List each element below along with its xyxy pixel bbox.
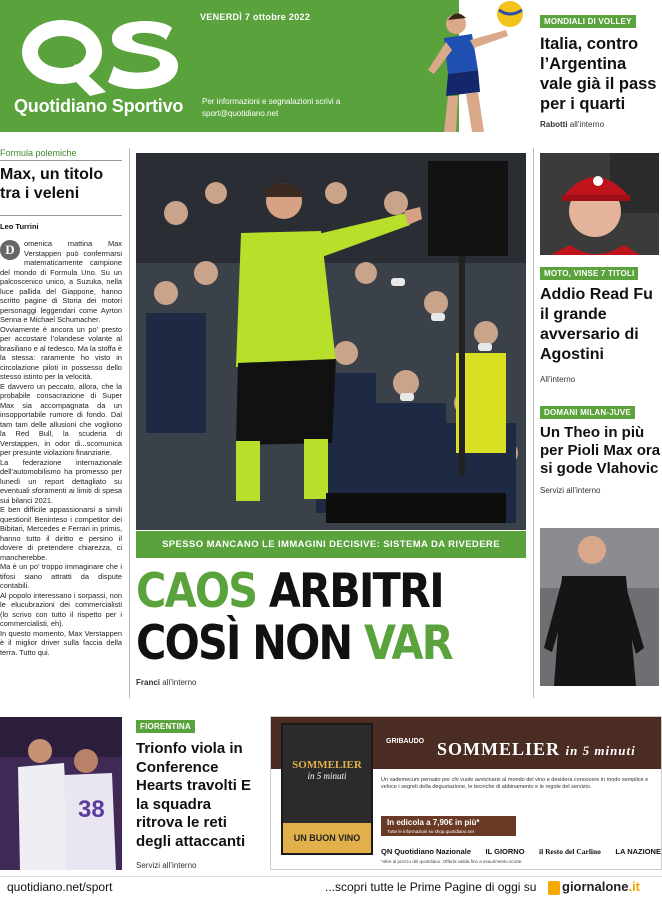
column-divider <box>129 148 130 698</box>
fiorentina-tag: FIORENTINA <box>136 720 195 733</box>
headline-word-black: COSÌ NON <box>136 616 352 671</box>
ad-title-suffix: in 5 minuti <box>565 743 636 758</box>
milan-juve-inside-note: Servizi all’interno <box>540 486 601 495</box>
left-story-text: omenica mattina Max Verstappen può confermarsi matematicamente campione del mondo di Formula Uno. Su un palcoscenico unico, a Suzuka, nella luce pallida del Giappone, hanno scritto pagine di Storia dei motori personaggi leggendari come Ayrton Senna e Michael Schumacher. Ovviamente è ancora un po’ presto per accostare l’olandese volante al brasiliano e al tedesco. Ma la stoffa è la stessa: raramente ho visto in circolazione piloti in possesso dello stesso istinto per la velocità. E davvero un peccato, allora, che la probabile consacrazione di Super Max sia accompagnata da un insopportabile rumore di fondo. Dal tam tam delle allusioni che vogliono la Red Bull, la scuderia di Verstappen, in odor di...scomunica per presunte violazioni finanziarie. La federazione internazionale dell’automobilismo ha promesso per lunedì un report dettagliato su eventuali sforamenti ai limiti di spesa sui bilanci 2021. E ben difficile appassionarsi a simili questioni! Beninteso i competitor dei Bibitari, Mercedes e Ferrari in primis, hanno tutto il diritto e persino il dovere di pretendere chiarezza, ci mancherebbe. Ma è un po’ troppo immaginare che i tifosi siano attratti da dispute contabili. Al popolo interessano i sorpassi, non le elucubrazioni dei commercialisti (lo scrivo con tutto il rispetto per i commercialisti, eh). In questo momento, Max Verstappen è il miglior driver sulla faccia della terra. Tutto qui. <box>0 239 122 657</box>
phil-read-photo <box>540 153 659 255</box>
fiorentina-story[interactable] <box>136 716 260 870</box>
logo-resto-del-carlino: il Resto del Carlino <box>539 847 601 856</box>
footer-promo-text: ...scopri tutte le Prime Pagine di oggi su <box>325 880 537 894</box>
milan-juve-tag: DOMANI MILAN-JUVE <box>540 406 635 419</box>
qs-logo <box>14 12 184 98</box>
ad-price: In edicola a 7,90€ in più* <box>387 818 480 827</box>
ad-price-box <box>381 816 516 836</box>
contact-info <box>202 96 362 120</box>
main-story-banner: SPESSO MANCANO LE IMMAGINI DECISIVE: SISTEMA DA RIVEDERE <box>136 531 526 558</box>
main-headline[interactable] <box>136 566 479 670</box>
volley-teaser[interactable] <box>540 11 662 129</box>
pioli-photo <box>540 528 659 686</box>
headline-word-black: ARBITRI <box>268 564 443 619</box>
book-cover <box>281 723 373 855</box>
contact-email-link[interactable]: sport@quotidiano.net <box>202 109 279 118</box>
ad-publisher: GRIBAUDO <box>386 738 425 745</box>
headline-word-green: CAOS <box>136 564 257 619</box>
ad-body-text: Un vademecum pensato per chi vuole avvicinarsi al mondo del vino e desidera conoscere in modo semplice e veloce i segreti della degustazione, le tecniche di abbinamento e le regole del servizio. <box>381 777 649 790</box>
masthead-subtitle: Quotidiano Sportivo <box>14 96 184 116</box>
ad-title-text: SOMMELIER <box>437 739 561 759</box>
giornalone-tld: .it <box>628 879 641 894</box>
logo-la-nazione: LA NAZIONE <box>615 847 661 856</box>
volley-tag: MONDIALI DI VOLLEY <box>540 15 636 28</box>
giornalone-icon <box>548 881 560 895</box>
volley-byline: Rabotti <box>540 120 568 129</box>
contact-info-text: Per informazioni e segnalazioni scrivi a <box>202 97 341 106</box>
volley-headline[interactable]: Italia, contro l’Argentina vale già il pass per i quarti <box>540 35 657 113</box>
issue-date: VENERDÌ 7 ottobre 2022 <box>200 12 311 22</box>
fiorentina-inside-note: Servizi all’interno <box>136 861 197 870</box>
fiorentina-headline[interactable]: Trionfo viola in Conference Hearts travolti E la squadra ritrova le reti degli attaccanti <box>136 740 252 850</box>
left-rubric: Formula polemiche <box>0 148 122 161</box>
masthead <box>0 0 662 132</box>
main-byline: Franci <box>136 678 161 687</box>
footer-site-link[interactable]: quotidiano.net/sport <box>7 880 113 894</box>
left-story-author: Leo Turrini <box>0 215 122 231</box>
ad-title <box>437 739 636 760</box>
milan-juve-story[interactable] <box>540 402 662 495</box>
dropcap: D <box>0 240 20 260</box>
main-story-inside-note <box>136 678 197 687</box>
volley-inside-text: all’interno <box>569 120 605 129</box>
column-divider <box>533 148 534 698</box>
book-cover-title: SOMMELIER <box>292 759 362 771</box>
left-story-title[interactable]: Max, un titolo tra i veleni <box>0 166 104 202</box>
book-cover-sub: in 5 minuti <box>307 771 347 781</box>
ad-price-note: Tutte le informazioni su shop.quotidiano.net <box>387 829 474 834</box>
giornalone-link[interactable] <box>562 879 640 894</box>
volleyball-player-photo <box>398 0 538 132</box>
fiorentina-players-photo <box>0 717 122 870</box>
volley-inside-note <box>540 120 662 129</box>
jersey-number: 38 <box>78 796 105 823</box>
milan-juve-headline[interactable]: Un Theo in più per Pioli Max ora si gode Vlahovic <box>540 424 661 477</box>
left-column-story <box>0 148 122 657</box>
main-inside-text: all’interno <box>162 678 197 687</box>
referee-var-photo <box>136 153 526 530</box>
moto-headline[interactable]: Addio Read Fu il grande avversario di Agostini <box>540 286 653 363</box>
moto-tag: MOTO, VINSE 7 TITOLI <box>540 267 638 280</box>
giornalone-name: giornalone <box>562 879 629 894</box>
moto-story[interactable] <box>540 263 662 384</box>
book-cover-tagline: UN BUON VINO <box>283 823 371 853</box>
sommelier-ad[interactable] <box>270 716 662 870</box>
logo-il-giorno: IL GIORNO <box>485 847 525 856</box>
footer-bar <box>0 876 662 899</box>
ad-newspaper-logos <box>381 847 661 856</box>
ad-footnote: *oltre al prezzo del quotidiano. Offerta valida fino a esaurimento scorte. <box>381 859 523 864</box>
left-story-body <box>0 239 122 657</box>
moto-inside-note: All’interno <box>540 375 576 384</box>
logo-qn: QN Quotidiano Nazionale <box>381 847 472 856</box>
headline-word-green: VAR <box>364 616 452 671</box>
